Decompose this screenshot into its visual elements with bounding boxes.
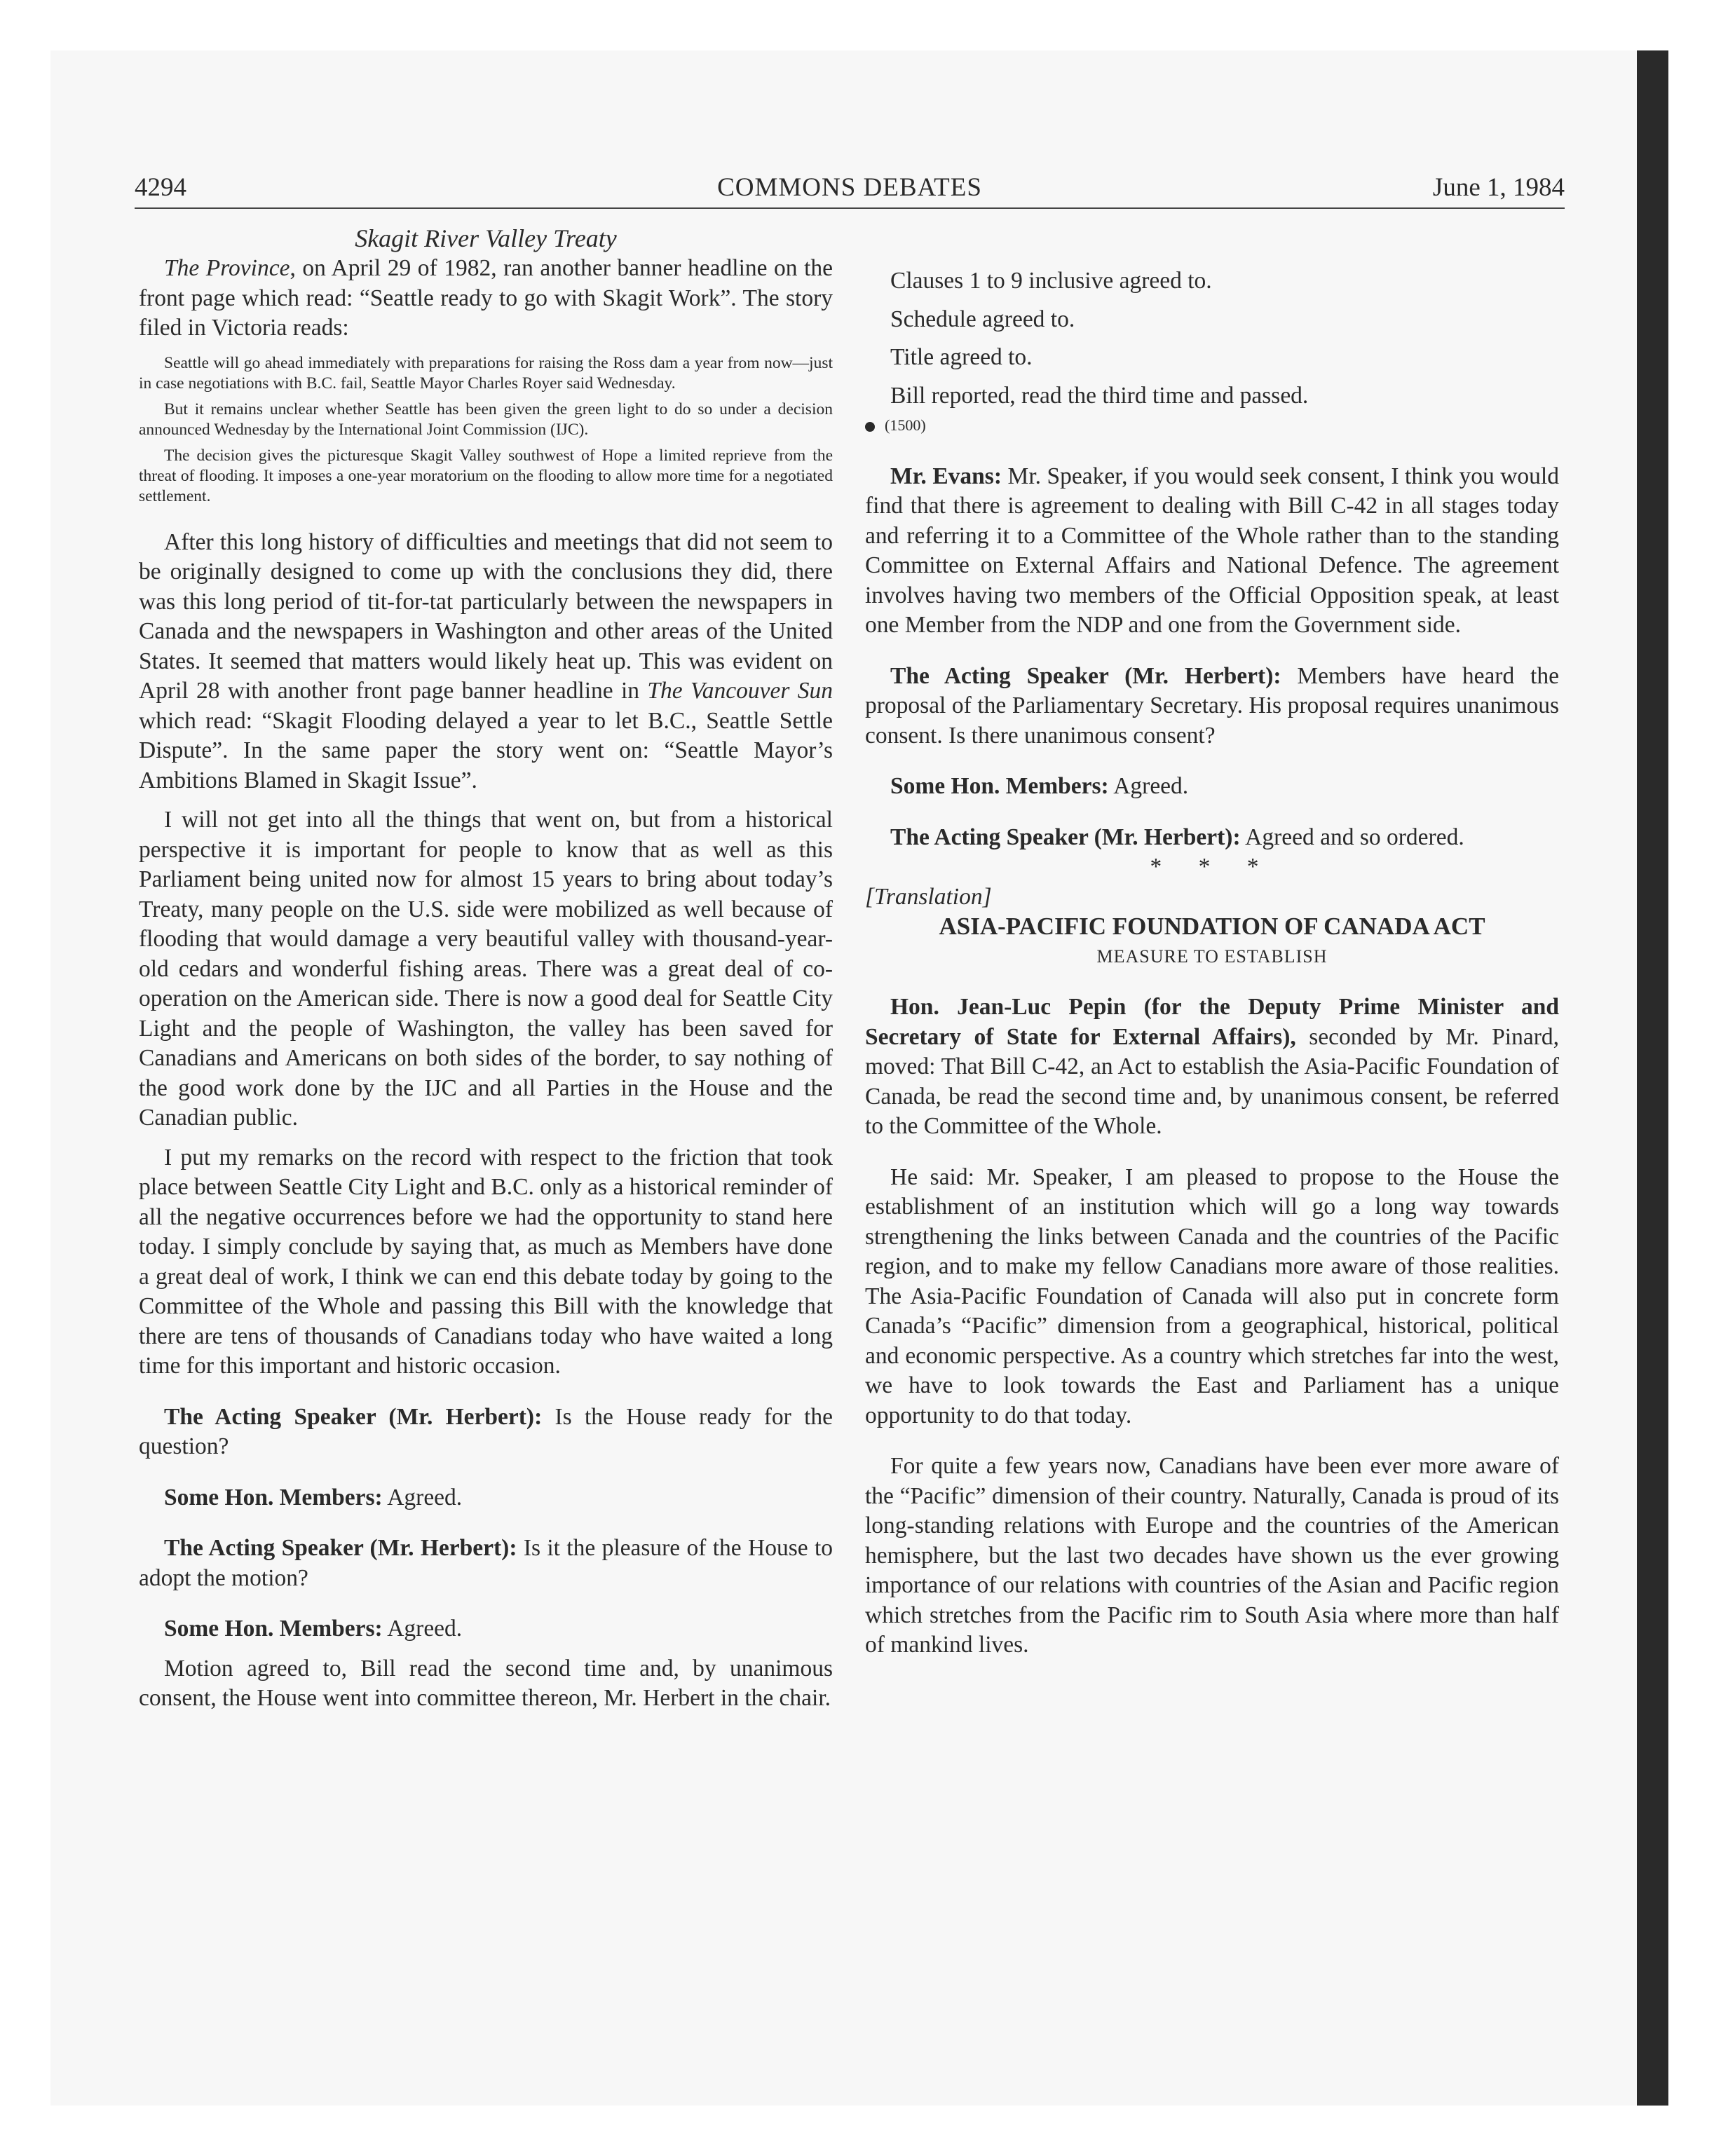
header-rule [135, 207, 1565, 209]
page-date: June 1, 1984 [1432, 173, 1565, 202]
scan-margin-left [0, 0, 50, 2156]
paragraph: I will not get into all the things that went on, but from a historical perspective it is important for people to know that as well as this Parliament being united now for almost 15 years to bring about today’s Treaty, many people on the U.S. side were mobilized as well because of flooding that would damage a very beautiful valley with thousand-year-old cedars and wonderful fishing areas. There was a great deal of co-operation on the American side. There is now a good deal for Seattle City Light and the people of Washington, the valley has been saved for Canadians and Americans on both sides of the border, to say nothing of the good work done by the IJC and all Parties in the House and the Canadian public. [139, 807, 833, 1131]
speaker-name: Mr. Evans: [890, 463, 1002, 489]
speaker-entry [865, 823, 1559, 853]
speaker-entry [865, 772, 1559, 802]
speaker-entry [865, 462, 1559, 641]
speaker-entry [139, 1534, 833, 1593]
page-number: 4294 [135, 173, 186, 202]
speaker-entry [139, 1614, 833, 1644]
speech-text: Agreed. [382, 1484, 463, 1510]
speaker-name: Some Hon. Members: [890, 773, 1109, 799]
speaker-entry [865, 992, 1559, 1142]
speech-text: Is it the pleasure of the House to adopt the motion? [139, 1535, 834, 1591]
section-title: Skagit River Valley Treaty [355, 224, 617, 252]
scan-edge-shadow [1637, 50, 1668, 2106]
speech-text: Agreed. [382, 1616, 463, 1642]
speech-text: Is the House ready for the question? [139, 1403, 833, 1459]
newspaper-title: The Vancouver Sun [647, 678, 833, 704]
quote-paragraph: But it remains unclear whether Seattle has been given the green light to do so under a decision announced Wednesday by the International Joint Commission (IJC). [139, 400, 833, 439]
quote-paragraph: Seattle will go ahead immediately with preparations for raising the Ross dam a year from now—just in case negotiations with B.C. fail, Seattle Mayor Charles Royer said Wednesday. [139, 353, 833, 393]
speaker-name: Some Hon. Members: [164, 1616, 383, 1642]
paragraph [139, 254, 833, 343]
proceeding-line: Title agreed to. [890, 344, 1033, 370]
right-column [865, 223, 1559, 1660]
publication-title: COMMONS DEBATES [717, 173, 982, 202]
speaker-name: The Acting Speaker (Mr. Herbert): [890, 662, 1281, 689]
speaker-name: The Acting Speaker (Mr. Herbert): [890, 824, 1241, 850]
paragraph-text: After this long history of difficulties and meetings that did not seem to be originally designed to come up with the conclusions they did, there was this long period of tit-for-tat particularly between the newspapers in Canada and the newspapers in Washington and other areas of the United States. It seemed that matters would likely heat up. This was evident on April 28 with another front page banner headline in [139, 528, 833, 704]
timestamp-text: (1500) [885, 416, 926, 434]
paragraph: For quite a few years now, Canadians have been ever more aware of the “Pacific” dimension of their country. Naturally, Canada is proud of its long-standing relations with Europe and the countries of the American hemisphere, but the last two decades have shown us the ever growing importance of our relations with countries of the Asian and Pacific region which stretches from the Pacific rim to South Asia where more than half of mankind lives. [865, 1453, 1559, 1658]
bullet-icon [865, 422, 875, 432]
page-header [135, 172, 1565, 206]
paragraph [139, 528, 833, 796]
speaker-name: The Acting Speaker (Mr. Herbert): [164, 1403, 543, 1430]
speaker-entry [139, 1483, 833, 1513]
proceeding-line: Schedule agreed to. [890, 306, 1075, 332]
speaker-name: Some Hon. Members: [164, 1484, 383, 1510]
paragraph-text: which read: “Skagit Flooding delayed a year to let B.C., Seattle Settle Dispute”. In the same paper the story went on: “Seattle Mayor’s Ambitions Blamed in Skagit Issue”. [139, 707, 833, 793]
left-column [139, 223, 833, 1714]
speaker-entry [865, 662, 1559, 751]
speech-text: Agreed and so ordered. [1240, 824, 1464, 850]
speaker-name: Hon. Jean-Luc Pepin (for the Deputy Prime Minister and Secretary of State for External Affairs), [865, 994, 1559, 1050]
speech-text: Mr. Speaker, if you would seek consent, I think you would find that there is agreement to dealing with Bill C-42 in all stages today and referring it to a Committee of the Whole rather than to the standing Committee on External Affairs and National Defence. The agreement involves having two members of the Official Opposition speak, at least one Member from the NDP and one from the Government side. [865, 463, 1559, 638]
paragraph-text: , on April 29 of 1982, ran another banner headline on the front page which read: “Seattle ready to go with Skagit Work”. The story filed in Victoria reads: [139, 255, 833, 341]
speech-text: seconded by Mr. Pinard, moved: That Bill C-42, an Act to establish the Asia-Pacific Foundation of Canada, be read the second time and, by unanimous consent, be referred to the Committee of the Whole. [865, 1023, 1559, 1139]
paragraph: I put my remarks on the record with respect to the friction that took place between Seattle City Light and B.C. only as a historical reminder of all the negative occurrences before we had the opportunity to stand here today. I simply conclude by saying that, as much as Members have done a great deal of work, I think we can end this debate today by going to the Committee of the Whole and passing this Bill with the knowledge that there are tens of thousands of Canadians today who have waited a long time for this important and historic occasion. [139, 1144, 833, 1379]
speaker-entry [139, 1403, 833, 1462]
newspaper-title: The Province [164, 255, 290, 281]
act-subtitle: MEASURE TO ESTABLISH [1096, 946, 1328, 967]
act-title: ASIA-PACIFIC FOUNDATION OF CANADA ACT [939, 913, 1485, 940]
speech-text: Members have heard the proposal of the Parliamentary Secretary. His proposal requires unanimous consent. Is there unanimous consent? [865, 662, 1559, 749]
speaker-name: The Acting Speaker (Mr. Herbert): [164, 1535, 517, 1561]
speech-text: Agreed. [1108, 773, 1189, 799]
quote-paragraph: The decision gives the picturesque Skagit Valley southwest of Hope a limited reprieve from the threat of flooding. It imposes a one-year moratorium on the flooding to allow more time for a negotiated settlement. [139, 446, 833, 505]
scan-margin-right [1668, 0, 1735, 2156]
scan-margin-bottom [0, 2106, 1735, 2156]
paragraph: He said: Mr. Speaker, I am pleased to propose to the House the establishment of an institution which will go a long way towards strengthening the links between Canada and the countries of the Pacific region, and to make my fellow Canadians more aware of those realities. The Asia-Pacific Foundation of Canada will also put in concrete form Canada’s “Pacific” dimension from a geographical, historical, political and economic perspective. As a country which stretches far into the west, we have to look towards the East and Parliament has a unique opportunity to do that today. [865, 1164, 1559, 1428]
scan-margin-top [0, 0, 1735, 50]
section-separator: * * * [1150, 854, 1274, 880]
timestamp [865, 411, 1559, 441]
proceeding-line: Bill reported, read the third time and passed. [890, 382, 1309, 409]
proceeding-line: Clauses 1 to 9 inclusive agreed to. [890, 268, 1212, 294]
translation-note: [Translation] [865, 883, 992, 910]
paragraph: Motion agreed to, Bill read the second time and, by unanimous consent, the House went into committee thereon, Mr. Herbert in the chair. [139, 1655, 833, 1711]
